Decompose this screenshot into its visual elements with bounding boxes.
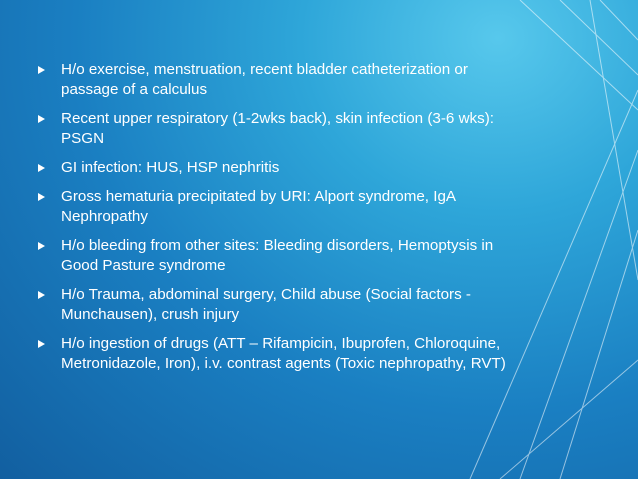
list-item [38,60,528,100]
triangle-right-icon [38,115,45,123]
bullet-text: H/o Trauma, abdominal surgery, Child abuse (Social factors - Munchausen), crush injury [61,286,471,323]
bullet-text: H/o bleeding from other sites: Bleeding disorders, Hemoptysis in Good Pasture syndrome [61,237,494,274]
triangle-right-icon [38,164,45,172]
list-item [38,158,528,178]
bullet-text: Gross hematuria precipitated by URI: Alport syndrome, IgA Nephropathy [61,188,456,225]
triangle-right-icon [38,340,45,348]
triangle-right-icon [38,66,45,74]
bullet-text: H/o ingestion of drugs (ATT – Rifampicin, Ibuprofen, Chloroquine, Metronidazole, Iron), i.v. contrast agents (Toxic nephropathy, RVT) [61,335,506,372]
bullet-text: H/o exercise, menstruation, recent bladder catheterization or passage of a calculus [61,61,468,98]
list-item [38,109,528,149]
triangle-right-icon [38,291,45,299]
list-item [38,187,528,227]
bullet-text: GI infection: HUS, HSP nephritis [61,159,280,176]
triangle-right-icon [38,193,45,201]
list-item [38,285,528,325]
bullet-list [38,60,528,383]
list-item [38,236,528,276]
triangle-right-icon [38,242,45,250]
bullet-text: Recent upper respiratory (1-2wks back), skin infection (3-6 wks): PSGN [61,110,494,147]
list-item [38,334,528,374]
